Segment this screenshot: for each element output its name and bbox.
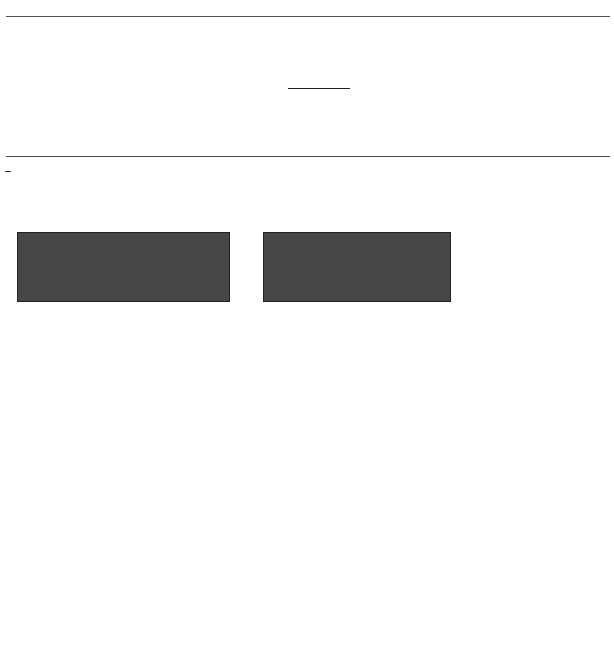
table-row [17, 400, 230, 422]
elastic-table-body [17, 312, 230, 482]
table-row [17, 334, 230, 356]
table-row [17, 312, 230, 334]
margin-dash [5, 171, 11, 172]
table-row [263, 312, 451, 334]
plastic-table-header [263, 232, 451, 302]
elastic-table-header [17, 232, 230, 302]
table-row [17, 444, 230, 466]
table-row [17, 422, 230, 444]
plastic-table-body [263, 312, 451, 482]
shear-modulus-formula [226, 72, 356, 108]
table-row [17, 464, 230, 486]
table-row [17, 356, 230, 378]
divider-middle [6, 156, 610, 157]
table-row [17, 378, 230, 400]
divider-top [6, 16, 610, 17]
fraction-bar [288, 88, 350, 89]
